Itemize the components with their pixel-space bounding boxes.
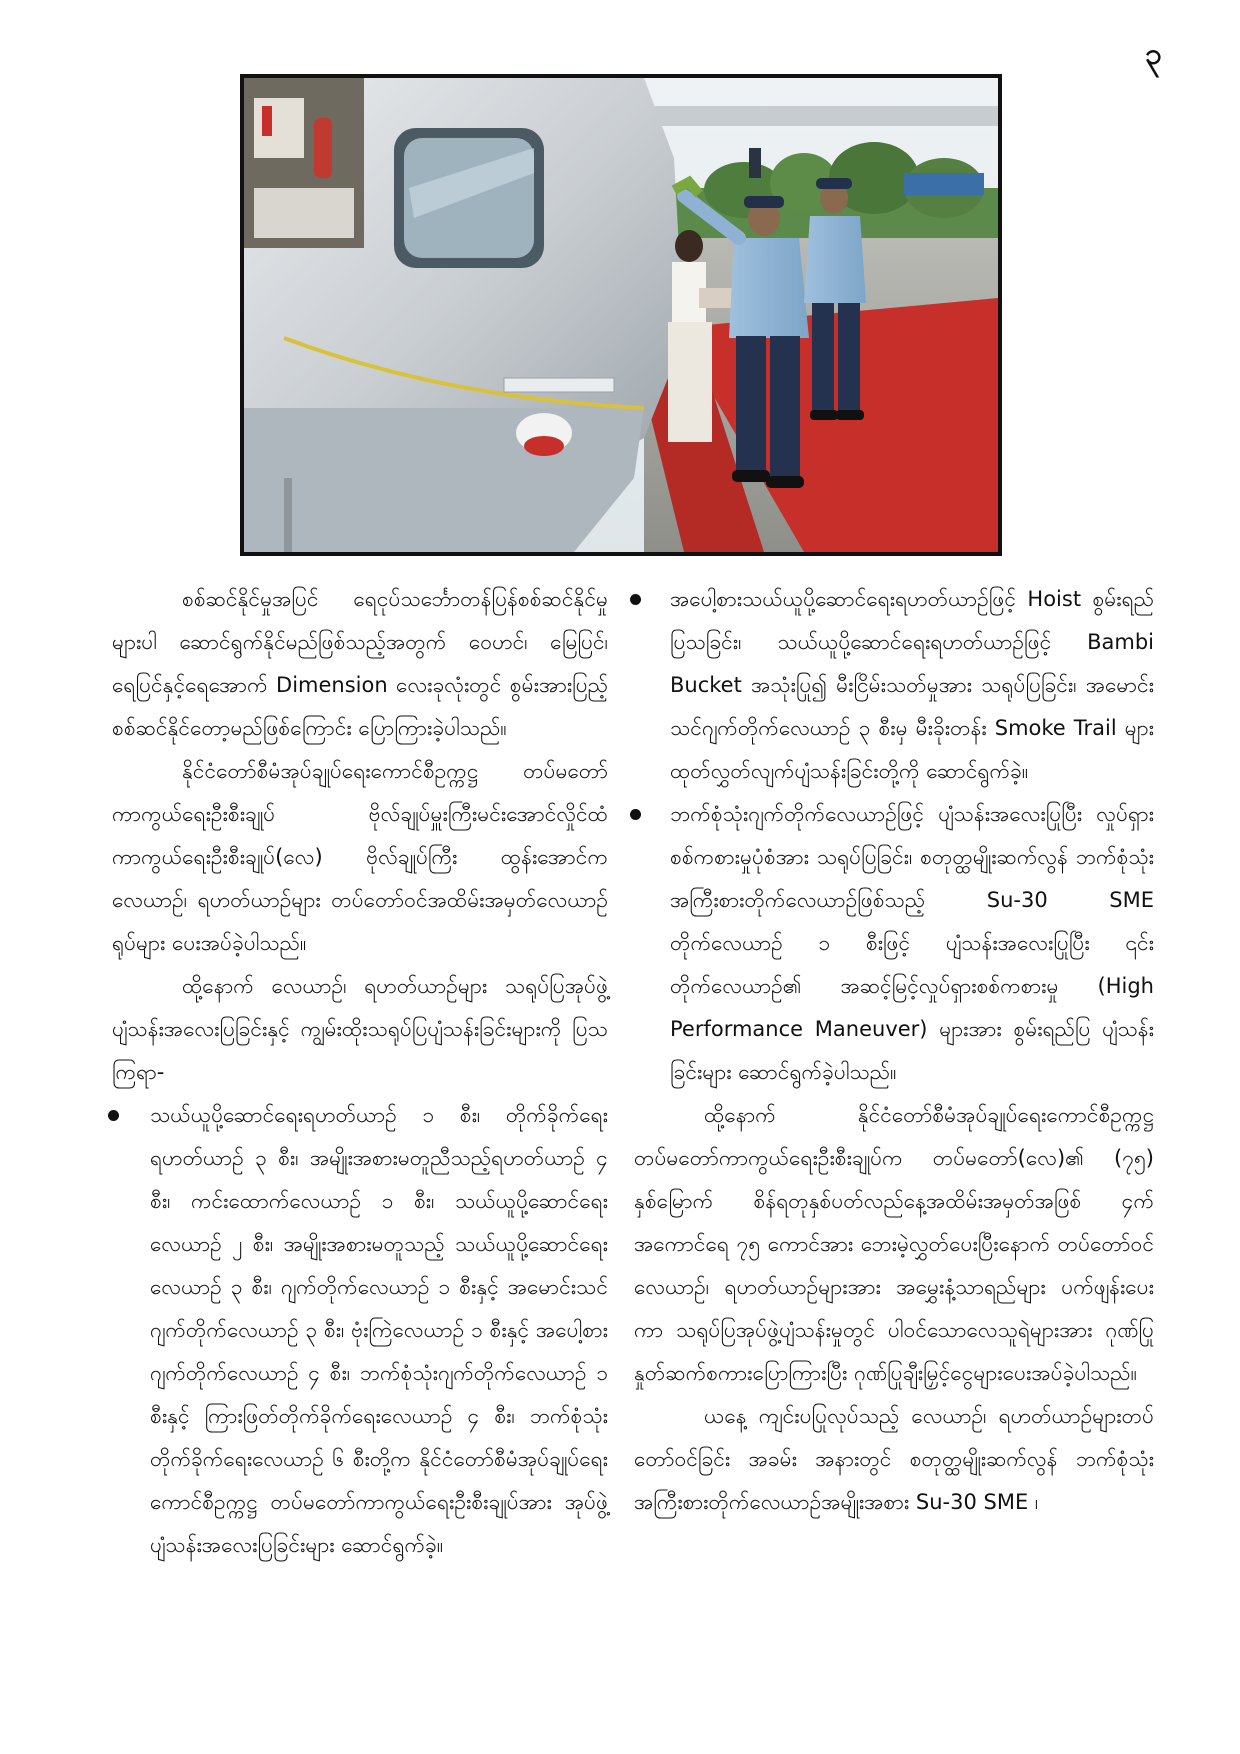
bullet-text: ဘက်စုံသုံးဂျက်တိုက်လေယာဉ်ဖြင့် ပျံသန်းအလေးပြုပြီး လှုပ်ရှားစစ်ကစားမှုပုံစံအား သရုပ်ပြခြင်း၊ စတုတ္ထမျိုးဆက်လွန် ဘက်စုံသုံးအကြီးစားတိုက်လေယာဉ်ဖြစ်သည့် Su-30 SME တိုက်လေယာဉ် ၁ စီးဖြင့် ပျံသန်းအလေးပြုပြီး ၎င်းတိုက်လေယာဉ်၏ အဆင့်မြင့်လှုပ်ရှားစစ်ကစားမှု (High Performance Maneuver) များအား စွမ်းရည်ပြ ပျံသန်းခြင်းများ ဆောင်ရွက်ခဲ့ပါသည်။	[670, 802, 1154, 1084]
helicopter-ceremony-illustration	[244, 78, 998, 552]
bullet-formation-flight	[112, 1094, 608, 1567]
ceremony-photo	[240, 74, 1002, 556]
left-column	[112, 578, 608, 1567]
bullet-su30-demo	[634, 793, 1154, 1094]
bullet-text: အပေါ့စားသယ်ယူပို့ဆောင်ရေးရဟတ်ယာဉ်ဖြင့် Hoist စွမ်းရည်ပြသခြင်း၊ သယ်ယူပို့ဆောင်ရေးရဟတ်ယာဉ်ဖြင့် Bambi Bucket အသုံးပြု၍ မီးငြိမ်းသတ်မှုအား သရုပ်ပြခြင်း၊ အမောင်းသင်ဂျက်တိုက်လေယာဉ် ၃ စီးမှ မီးခိုးတန်း Smoke Trail များ ထုတ်လွှတ်လျက်ပျံသန်းခြင်းတို့ကို ဆောင်ရွက်ခဲ့။	[670, 587, 1154, 783]
bullet-icon	[630, 594, 641, 605]
page-number: ၃	[1145, 37, 1162, 72]
paragraph-intro: စစ်ဆင်နိုင်မှုအပြင် ရေငုပ်သင်္ဘောတန်ပြန်စစ်ဆင်နိုင်မှုများပါ ဆောင်ရွက်နိုင်မည်ဖြစ်သည့်အတွက် ဝေဟင်၊ မြေပြင်၊ ရေပြင်နှင့်ရေအောက် Dimension လေးခုလုံးတွင် စွမ်းအားပြည့်စစ်ဆင်နိုင်တော့မည်ဖြစ်ကြောင်း ပြောကြားခဲ့ပါသည်။	[112, 587, 608, 740]
paragraph-presentation: နိုင်ငံတော်စီမံအုပ်ချုပ်ရေးကောင်စီဥက္ကဋ္ဌ တပ်မတော်ကာကွယ်ရေးဦးစီးချုပ် ဗိုလ်ချုပ်မှူးကြီးမင်းအောင်လှိုင်ထံ ကာကွယ်ရေးဦးစီးချုပ်(လေ) ဗိုလ်ချုပ်ကြီး ထွန်းအောင်က လေယာဉ်၊ ရဟတ်ယာဉ်များ တပ်တော်ဝင်အထိမ်းအမှတ်လေယာဉ်ရုပ်များ ပေးအပ်ခဲ့ပါသည်။	[112, 759, 608, 955]
bullet-text: သယ်ယူပို့ဆောင်ရေးရဟတ်ယာဉ် ၁ စီး၊ တိုက်ခိုက်ရေးရဟတ်ယာဉ် ၃ စီး၊ အမျိုးအစားမတူညီသည့်ရဟတ်ယာဉ် ၄ စီး၊ ကင်းထောက်လေယာဉ် ၁ စီး၊ သယ်ယူပို့ဆောင်ရေးလေယာဉ် ၂ စီး၊ အမျိုးအစားမတူသည့် သယ်ယူပို့ဆောင်ရေးလေယာဉ် ၃ စီး၊ ဂျက်တိုက်လေယာဉ် ၁ စီးနှင့် အမောင်းသင်ဂျက်တိုက်လေယာဉ် ၃ စီး၊ ဗုံးကြဲလေယာဉ် ၁ စီးနှင့် အပေါ့စားဂျက်တိုက်လေယာဉ် ၄ စီး၊ ဘက်စုံသုံးဂျက်တိုက်လေယာဉ် ၁ စီးနှင့် ကြားဖြတ်တိုက်ခိုက်ရေးလေယာဉ် ၄ စီး၊ ဘက်စုံသုံးတိုက်ခိုက်ရေးလေယာဉ် ၆ စီးတို့က နိုင်ငံတော်စီမံအုပ်ချုပ်ရေးကောင်စီဥက္ကဋ္ဌ တပ်မတော်ကာကွယ်ရေးဦးစီးချုပ်အား အုပ်ဖွဲ့ပျံသန်းအလေးပြခြင်းများ ဆောင်ရွက်ခဲ့။	[150, 1103, 608, 1557]
bullet-hoist-demo	[634, 578, 1154, 793]
bullet-icon	[108, 1110, 119, 1121]
paragraph-blessing: ထို့နောက် နိုင်ငံတော်စီမံအုပ်ချုပ်ရေးကောင်စီဥက္ကဋ္ဌ တပ်မတော်ကာကွယ်ရေးဦးစီးချုပ်က တပ်မတော်(လေ)၏ (၇၅) နှစ်မြောက် စိန်ရတုနှစ်ပတ်လည်နေ့အထိမ်းအမှတ်အဖြစ် ၄က်အကောင်ရေ ၇၅ ကောင်အား ဘေးမဲ့လွှတ်ပေးပြီးနောက် တပ်တော်ဝင်လေယာဉ်၊ ရဟတ်ယာဉ်များအား အမွှေးနံ့သာရည်များ ပက်ဖျန်းပေးကာ သရုပ်ပြအုပ်ဖွဲ့ပျံသန်းမှုတွင် ပါဝင်သောလေသူရဲများအား ဂုဏ်ပြုနှုတ်ဆက်စကားပြောကြားပြီး ဂုဏ်ပြုချီးမြှင့်ငွေများပေးအပ်ခဲ့ပါသည်။	[634, 1103, 1154, 1385]
paragraph-display: ထို့နောက် လေယာဉ်၊ ရဟတ်ယာဉ်များ သရုပ်ပြအုပ်ဖွဲ့ပျံသန်းအလေးပြခြင်းနှင့် ကျွမ်းထိုးသရုပ်ပြပျံသန်းခြင်းများကို ပြသကြရာ-	[112, 974, 608, 1084]
paragraph-commissioning: ယနေ့ ကျင်းပပြုလုပ်သည့် လေယာဉ်၊ ရဟတ်ယာဉ်များတပ်တော်ဝင်ခြင်း အခမ်း အနားတွင် စတုတ္ထမျိုးဆက်လွန် ဘက်စုံသုံးအကြီးစားတိုက်လေယာဉ်အမျိုးအစား Su-30 SME ၊	[634, 1404, 1154, 1514]
bullet-icon	[630, 809, 641, 820]
right-column	[634, 578, 1154, 1524]
